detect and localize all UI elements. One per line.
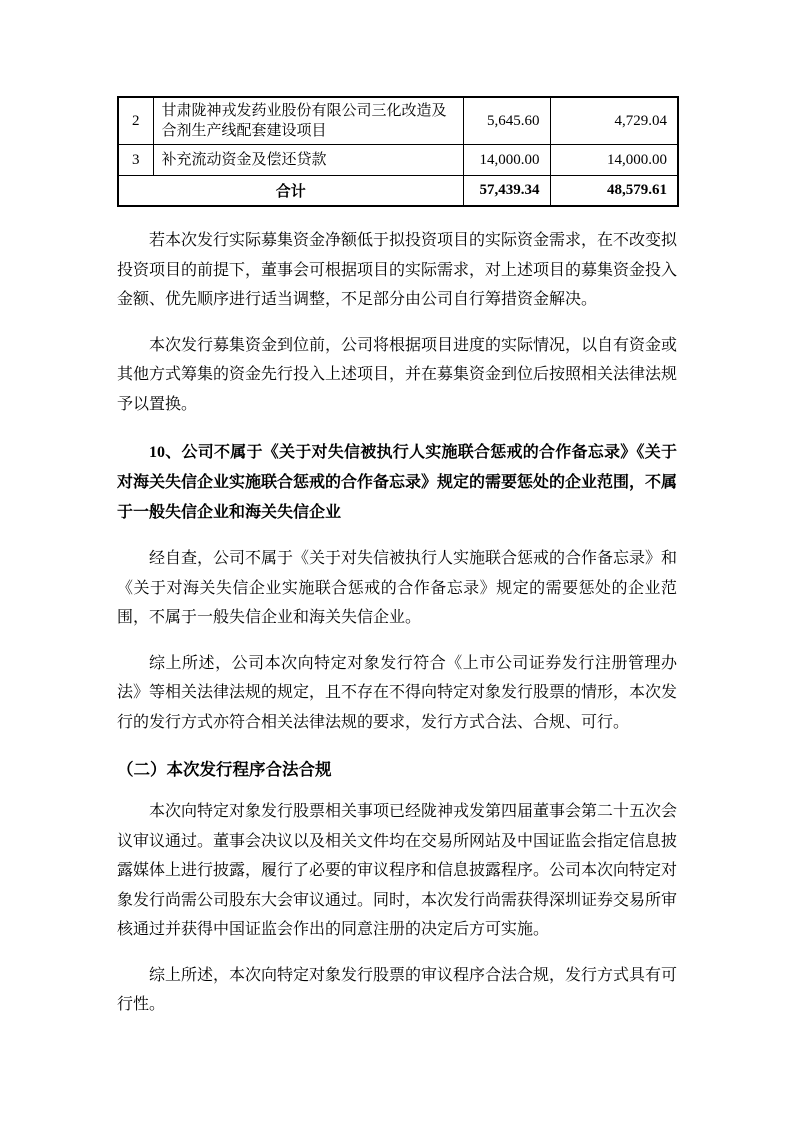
total-amount-investment: 57,439.34 — [463, 176, 550, 207]
project-name: 补充流动资金及偿还贷款 — [153, 145, 463, 176]
heading-item-10: 10、公司不属于《关于对失信被执行人实施联合惩戒的合作备忘录》《关于对海关失信企业实施联合惩戒的合作备忘录》规定的需要惩处的企业范围，不属于一般失信企业和海关失信企业 — [117, 444, 678, 521]
paragraph-self-check: 经自查，公司不属于《关于对失信被执行人实施联合惩戒的合作备忘录》和《关于对海关失信企业实施联合惩戒的合作备忘录》规定的需要惩处的企业范围，不属于一般失信企业和海关失信企业。 — [117, 550, 678, 626]
total-amount-raised: 48,579.61 — [550, 176, 678, 207]
project-name: 甘肃陇神戎发药业股份有限公司三化改造及合剂生产线配套建设项目 — [153, 97, 463, 145]
table-row — [118, 97, 678, 145]
amount-raised-funds: 4,729.04 — [550, 97, 678, 145]
paragraph-fund-adjustment: 若本次发行实际募集资金净额低于拟投资项目的实际资金需求，在不改变拟投资项目的前提下，董事会可根据项目的实际需求，对上述项目的募集资金投入金额、优先顺序进行适当调整，不足部分由公司自行筹措资金解决。 — [117, 232, 678, 308]
paragraph-issue-summary: 综上所述，公司本次向特定对象发行符合《上市公司证券发行注册管理办法》等相关法律法规的规定，且不存在不得向特定对象发行股票的情形，本次发行的发行方式亦符合相关法律法规的要求，发行方式合法、合规、可行。 — [117, 654, 678, 731]
row-number: 2 — [118, 97, 153, 145]
paragraph-fund-replacement: 本次发行募集资金到位前，公司将根据项目进度的实际情况，以自有资金或其他方式筹集的资金先行投入上述项目，并在募集资金到位后按照相关法律法规予以置换。 — [117, 336, 678, 413]
amount-total-investment: 5,645.60 — [463, 97, 550, 145]
paragraph-procedure-summary: 综上所述，本次向特定对象发行股票的审议程序合法合规，发行方式具有可行性。 — [117, 966, 678, 1013]
amount-total-investment: 14,000.00 — [463, 145, 550, 176]
table-total-row — [118, 176, 678, 207]
amount-raised-funds: 14,000.00 — [550, 145, 678, 176]
paragraph-procedure: 本次向特定对象发行股票相关事项已经陇神戎发第四届董事会第二十五次会议审议通过。董事会决议以及相关文件均在交易所网站及中国证监会指定信息披露媒体上进行披露，履行了必要的审议程序和信息披露程序。公司本次向特定对象发行尚需公司股东大会审议通过。同时，本次发行尚需获得深圳证券交易所审核通过并获得中国证监会作出的同意注册的决定后方可实施。 — [117, 803, 678, 938]
heading-section-2: （二）本次发行程序合法合规 — [117, 760, 332, 779]
table-row — [118, 145, 678, 176]
fund-usage-table — [117, 96, 679, 207]
row-number: 3 — [118, 145, 153, 176]
total-label: 合计 — [118, 176, 463, 207]
